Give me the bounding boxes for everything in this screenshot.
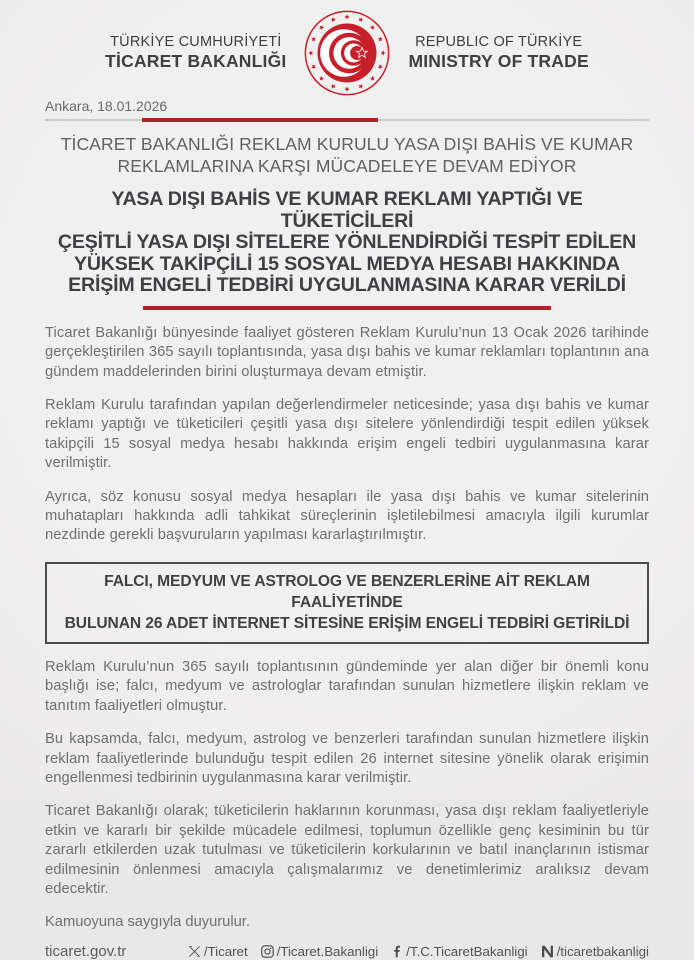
facebook-icon: [391, 945, 403, 958]
ministry-of-trade-logo-icon: [303, 9, 391, 97]
main-headline: [45, 189, 649, 297]
headline-underline: [143, 306, 551, 310]
social-handle: /Ticaret: [203, 944, 248, 960]
org-tr-line2: TİCARET BAKANLIĞI: [105, 50, 287, 71]
org-name-turkish: [105, 34, 286, 72]
org-en-line2: MINISTRY OF TRADE: [408, 50, 589, 71]
org-en-line1: REPUBLIC OF TÜRKİYE: [415, 34, 583, 51]
social-link-nsosyal[interactable]: [541, 944, 649, 959]
footer: [45, 943, 649, 960]
main-headline-line-4: ERİŞİM ENGELİ TEDBİRİ UYGULANMASINA KARAR VERİLDİ: [68, 274, 626, 297]
social-handle: /Ticaret.Bakanligi: [276, 944, 379, 960]
social-links: [188, 944, 649, 959]
paragraph-intro-2: Reklam Kurulu tarafından yapılan değerlendirmeler neticesinde; yasa dışı bahis ve kumar reklamı yaptığı ve tüketicileri çeşitli yasa dışı sitelere yönlendirdiği tespit edilen yüksek takipçili 15 sosyal medya hesabı hakkında erişim engeli tedbiri uygulanmasına karar verilmiştir.: [45, 396, 649, 472]
paragraph-intro-1: Ticaret Bakanlığı bünyesinde faaliyet gösteren Reklam Kurulu’nun 13 Ocak 2026 tarihinde gerçekleştirilen 365 sayılı toplantısında, yasa dışı bahis ve kumar reklamları toplantının ana gündem maddelerinden birini oluşturmaya devam etmiştir.: [45, 324, 649, 380]
social-handle: /ticaretbakanligi: [556, 944, 649, 960]
paragraph-second-3: Ticaret Bakanlığı olarak; tüketicilerin haklarının korunması, yasa dışı reklam faaliyetleriyle etkin ve kararlı bir şekilde mücadele edilmesi, toplumun özellikle genç kesiminin bu tür zararlı etkilerden uzak tutulması ve tüketicilerin korkularının ve batıl inançlarının istismar edilmesinin önlenmesi amacıyla çalışmalarımız ve denetimlerimiz aralıksız devam edecektir.: [45, 803, 649, 898]
paragraph-second-2: Bu kapsamda, falcı, medyum, astrolog ve benzerleri tarafından sunulan hizmetlere ilişkin reklam faaliyetlerinde bulunduğu tespit edilen 26 internet sitesine yönelik olarak erişimin engellenmesi tedbirinin uygulanmasına karar verilmiştir.: [45, 731, 649, 786]
nsosyal-icon: [541, 945, 554, 958]
instagram-icon: [261, 945, 274, 958]
page-title-line-2: REKLAMLARINA KARŞI MÜCADELEYE DEVAM EDİYOR: [117, 155, 577, 176]
boxed-subheadline: [45, 562, 649, 644]
boxed-subheadline-line-2: BULUNAN 26 ADET İNTERNET SİTESİNE ERİŞİM ENGELİ TEDBİRİ GETİRİLDİ: [64, 614, 630, 632]
org-tr-line1: TÜRKİYE CUMHURİYETİ: [110, 34, 282, 51]
boxed-subheadline-line-1: FALCI, MEDYUM VE ASTROLOG VE BENZERLERİNE AİT REKLAM FAALİYETİNDE: [104, 572, 590, 611]
main-headline-line-3: YÜKSEK TAKİPÇİLİ 15 SOSYAL MEDYA HESABI HAKKINDA: [73, 252, 621, 275]
social-link-facebook[interactable]: [391, 944, 527, 959]
social-handle: /T.C.TicaretBakanligi: [406, 944, 528, 960]
x-icon: [188, 945, 201, 958]
closing-statement: Kamuoyuna saygıyla duyurulur.: [45, 914, 250, 931]
paragraph-intro-3: Ayrıca, söz konusu sosyal medya hesapları ile yasa dışı bahis ve kumar sitelerinin muhatapları hakkında adli tahkikat süreçlerinin işletilebilmesi amacıyla ilgili kurumlar nezdinde gerekli başvuruların yapılması kararlaştırılmıştır.: [45, 488, 649, 544]
page-title-line-1: TİCARET BAKANLIĞI REKLAM KURULU YASA DIŞI BAHİS VE KUMAR: [60, 134, 634, 154]
dateline: Ankara, 18.01.2026: [45, 98, 168, 114]
header-divider-red-segment: [142, 118, 378, 122]
main-headline-line-2: ÇEŞİTLİ YASA DIŞI SİTELERE YÖNLENDİRDİĞİ TESPİT EDİLEN: [57, 231, 637, 254]
main-headline-line-1: YASA DIŞI BAHİS VE KUMAR REKLAMI YAPTIĞI VE TÜKETİCİLERİ: [111, 188, 583, 232]
org-name-english: [408, 34, 588, 72]
paragraph-second-1: Reklam Kurulu’nun 365 sayılı toplantısının gündeminde yer alan diğer bir önemli konu başlığı ise; falcı, medyum ve astrologlar tarafından sunulan hizmetlere ilişkin reklam ve tanıtım faaliyetleri olmuştur.: [45, 658, 649, 714]
header: [45, 0, 649, 97]
header-divider: [45, 119, 649, 121]
social-link-x[interactable]: [188, 944, 248, 959]
page-title: [45, 134, 649, 177]
social-link-instagram[interactable]: [261, 944, 379, 959]
website-link[interactable]: ticaret.gov.tr: [45, 943, 127, 960]
